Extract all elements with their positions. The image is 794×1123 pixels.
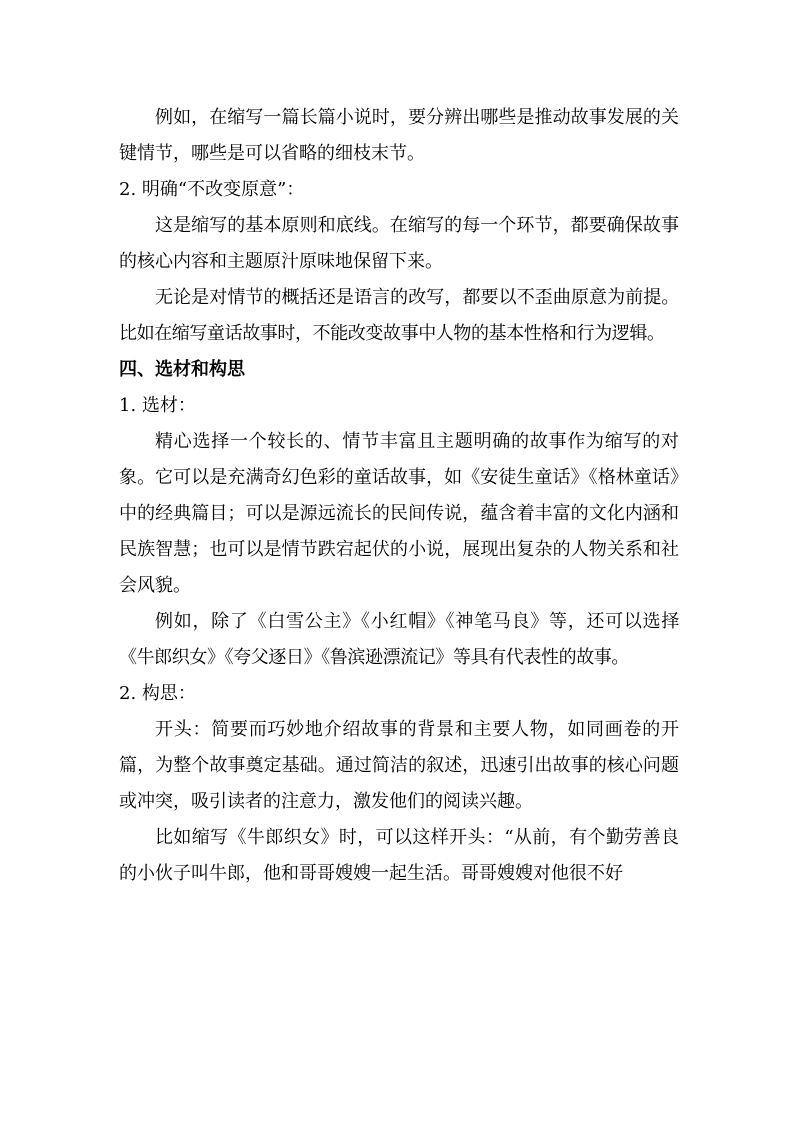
list-item-conception: 2. 构思： <box>119 683 196 704</box>
paragraph-example-novel: 例如，在缩写一篇长篇小说时，要分辨出哪些是推动故事发展的关键情节，哪些是可以省略的细枝末节。 <box>119 107 679 164</box>
paragraph-choose-story: 精心选择一个较长的、情节丰富且主题明确的故事作为缩写的对象。它可以是充满奇幻色彩的童话故事，如《安徒生童话》《格林童话》中的经典篇目；可以是源远流长的民间传说，蕴含着丰富的文化内涵和民族智慧；也可以是情节跌宕起伏的小说，展现出复杂的人物关系和社会风貌。 <box>119 431 679 596</box>
section-heading-material-and-conception: 四、选材和构思 <box>119 359 245 380</box>
list-item-material: 1. 选材： <box>119 395 196 416</box>
paragraph-basic-principle: 这是缩写的基本原则和底线。在缩写的每一个环节，都要确保故事的核心内容和主题原汁原味地保留下来。 <box>119 215 679 272</box>
paragraph-opening-example: 比如缩写《牛郎织女》时，可以这样开头：“从前，有个勤劳善良的小伙子叫牛郎，他和哥哥嫂嫂一起生活。哥哥嫂嫂对他很不好 <box>119 827 679 884</box>
document-body <box>119 100 679 892</box>
list-item-clarify-meaning: 2. 明确“不改变原意”： <box>119 179 305 200</box>
paragraph-no-distortion: 无论是对情节的概括还是语言的改写，都要以不歪曲原意为前提。比如在缩写童话故事时，不能改变故事中人物的基本性格和行为逻辑。 <box>119 287 679 344</box>
paragraph-story-examples: 例如，除了《白雪公主》《小红帽》《神笔马良》等，还可以选择《牛郎织女》《夸父逐日》《鲁滨逊漂流记》等具有代表性的故事。 <box>119 611 679 668</box>
paragraph-opening: 开头：简要而巧妙地介绍故事的背景和主要人物，如同画卷的开篇，为整个故事奠定基础。通过简洁的叙述，迅速引出故事的核心问题或冲突，吸引读者的注意力，激发他们的阅读兴趣。 <box>119 719 679 812</box>
